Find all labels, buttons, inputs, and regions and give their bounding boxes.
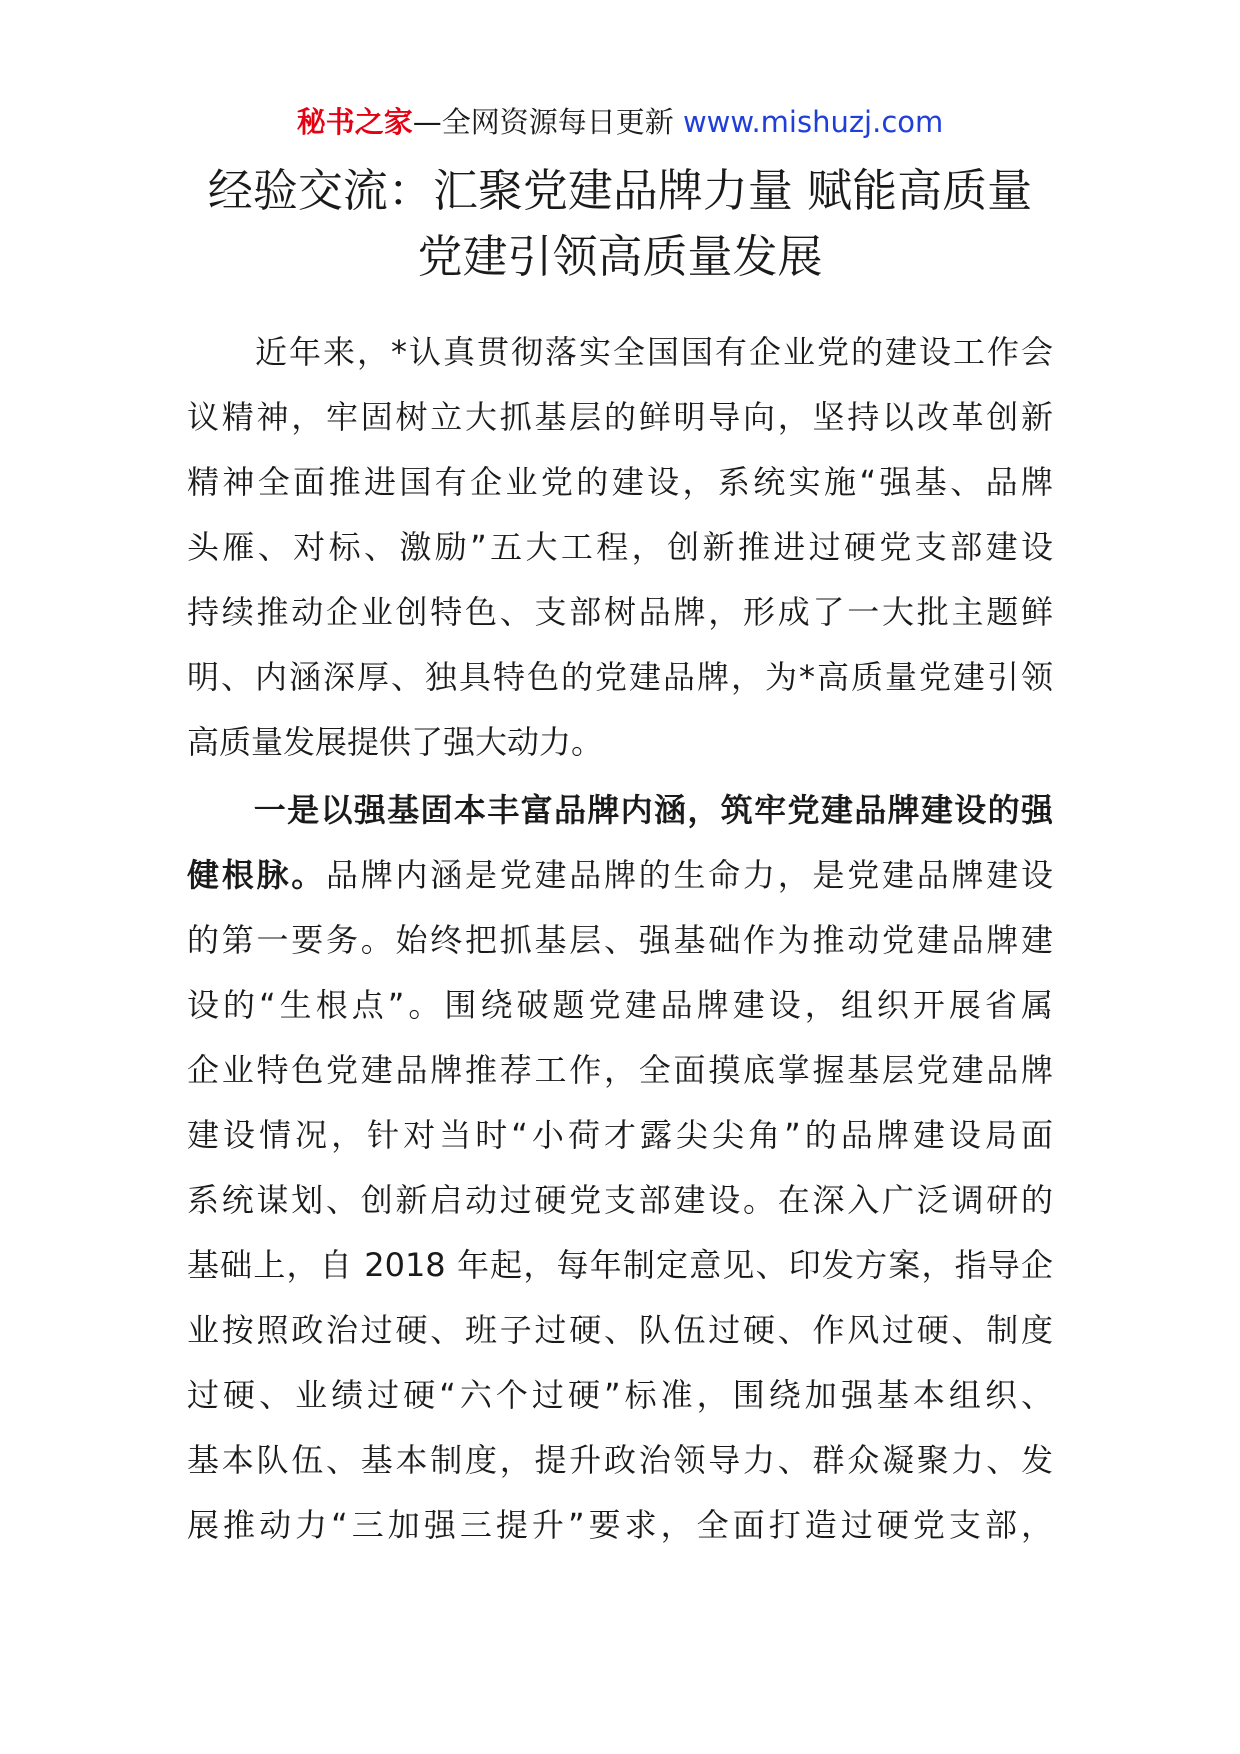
brand-name: 秘书之家 — [296, 105, 413, 139]
document-body — [187, 320, 1053, 1558]
text-line: 基础上，自 2018 年起，每年制定意见、印发方案，指导企 — [187, 1246, 1053, 1284]
text-line: 业按照政治过硬、班子过硬、队伍过硬、作风过硬、制度 — [187, 1311, 1053, 1349]
text-line: 的第一要务。始终把抓基层、强基础作为推动党建品牌建 — [187, 921, 1053, 959]
site-url-link[interactable]: www.mishuzj.com — [682, 105, 944, 139]
text-line: 建设情况，针对当时“小荷才露尖尖角”的品牌建设局面 — [187, 1116, 1053, 1154]
text-line: 系统谋划、创新启动过硬党支部建设。在深入广泛调研的 — [187, 1181, 1053, 1219]
text-line: 过硬、业绩过硬“六个过硬”标准，围绕加强基本组织、 — [187, 1376, 1053, 1414]
text-line: 展推动力“三加强三提升”要求，全面打造过硬党支部， — [187, 1506, 1053, 1544]
title-line-1: 经验交流：汇聚党建品牌力量 赋能高质量 — [207, 164, 1033, 217]
text-line: 精神全面推进国有企业党的建设，系统实施“强基、品牌 — [187, 463, 1053, 501]
site-header — [0, 102, 1240, 142]
header-tagline: —全网资源每日更新 — [412, 105, 683, 139]
text-line-rest: 品牌内涵是党建品牌的生命力，是党建品牌建设 — [326, 856, 1053, 894]
text-line: 基本队伍、基本制度，提升政治领导力、群众凝聚力、发 — [187, 1441, 1053, 1479]
section-heading-tail: 健根脉。 — [187, 856, 326, 894]
text-line: 企业特色党建品牌推荐工作，全面摸底掌握基层党建品牌 — [187, 1051, 1053, 1089]
paragraph-intro — [187, 320, 1053, 775]
text-line: 明、内涵深厚、独具特色的党建品牌，为*高质量党建引领 — [187, 658, 1053, 696]
text-line: 设的“生根点”。围绕破题党建品牌建设，组织开展省属 — [187, 986, 1053, 1024]
paragraph-point-one — [187, 778, 1053, 1558]
text-line: 近年来，*认真贯彻落实全国国有企业党的建设工作会 — [187, 333, 1053, 371]
text-line: 议精神，牢固树立大抓基层的鲜明导向，坚持以改革创新 — [187, 398, 1053, 436]
title-line-2: 党建引领高质量发展 — [417, 230, 823, 283]
text-line — [187, 843, 1053, 908]
document-title — [150, 158, 1090, 290]
section-heading-line: 一是以强基固本丰富品牌内涵，筑牢党建品牌建设的强 — [187, 791, 1053, 829]
text-line: 头雁、对标、激励”五大工程，创新推进过硬党支部建设 — [187, 528, 1053, 566]
text-line: 持续推动企业创特色、支部树品牌，形成了一大批主题鲜 — [187, 593, 1053, 631]
text-line: 高质量发展提供了强大动力。 — [187, 723, 604, 761]
